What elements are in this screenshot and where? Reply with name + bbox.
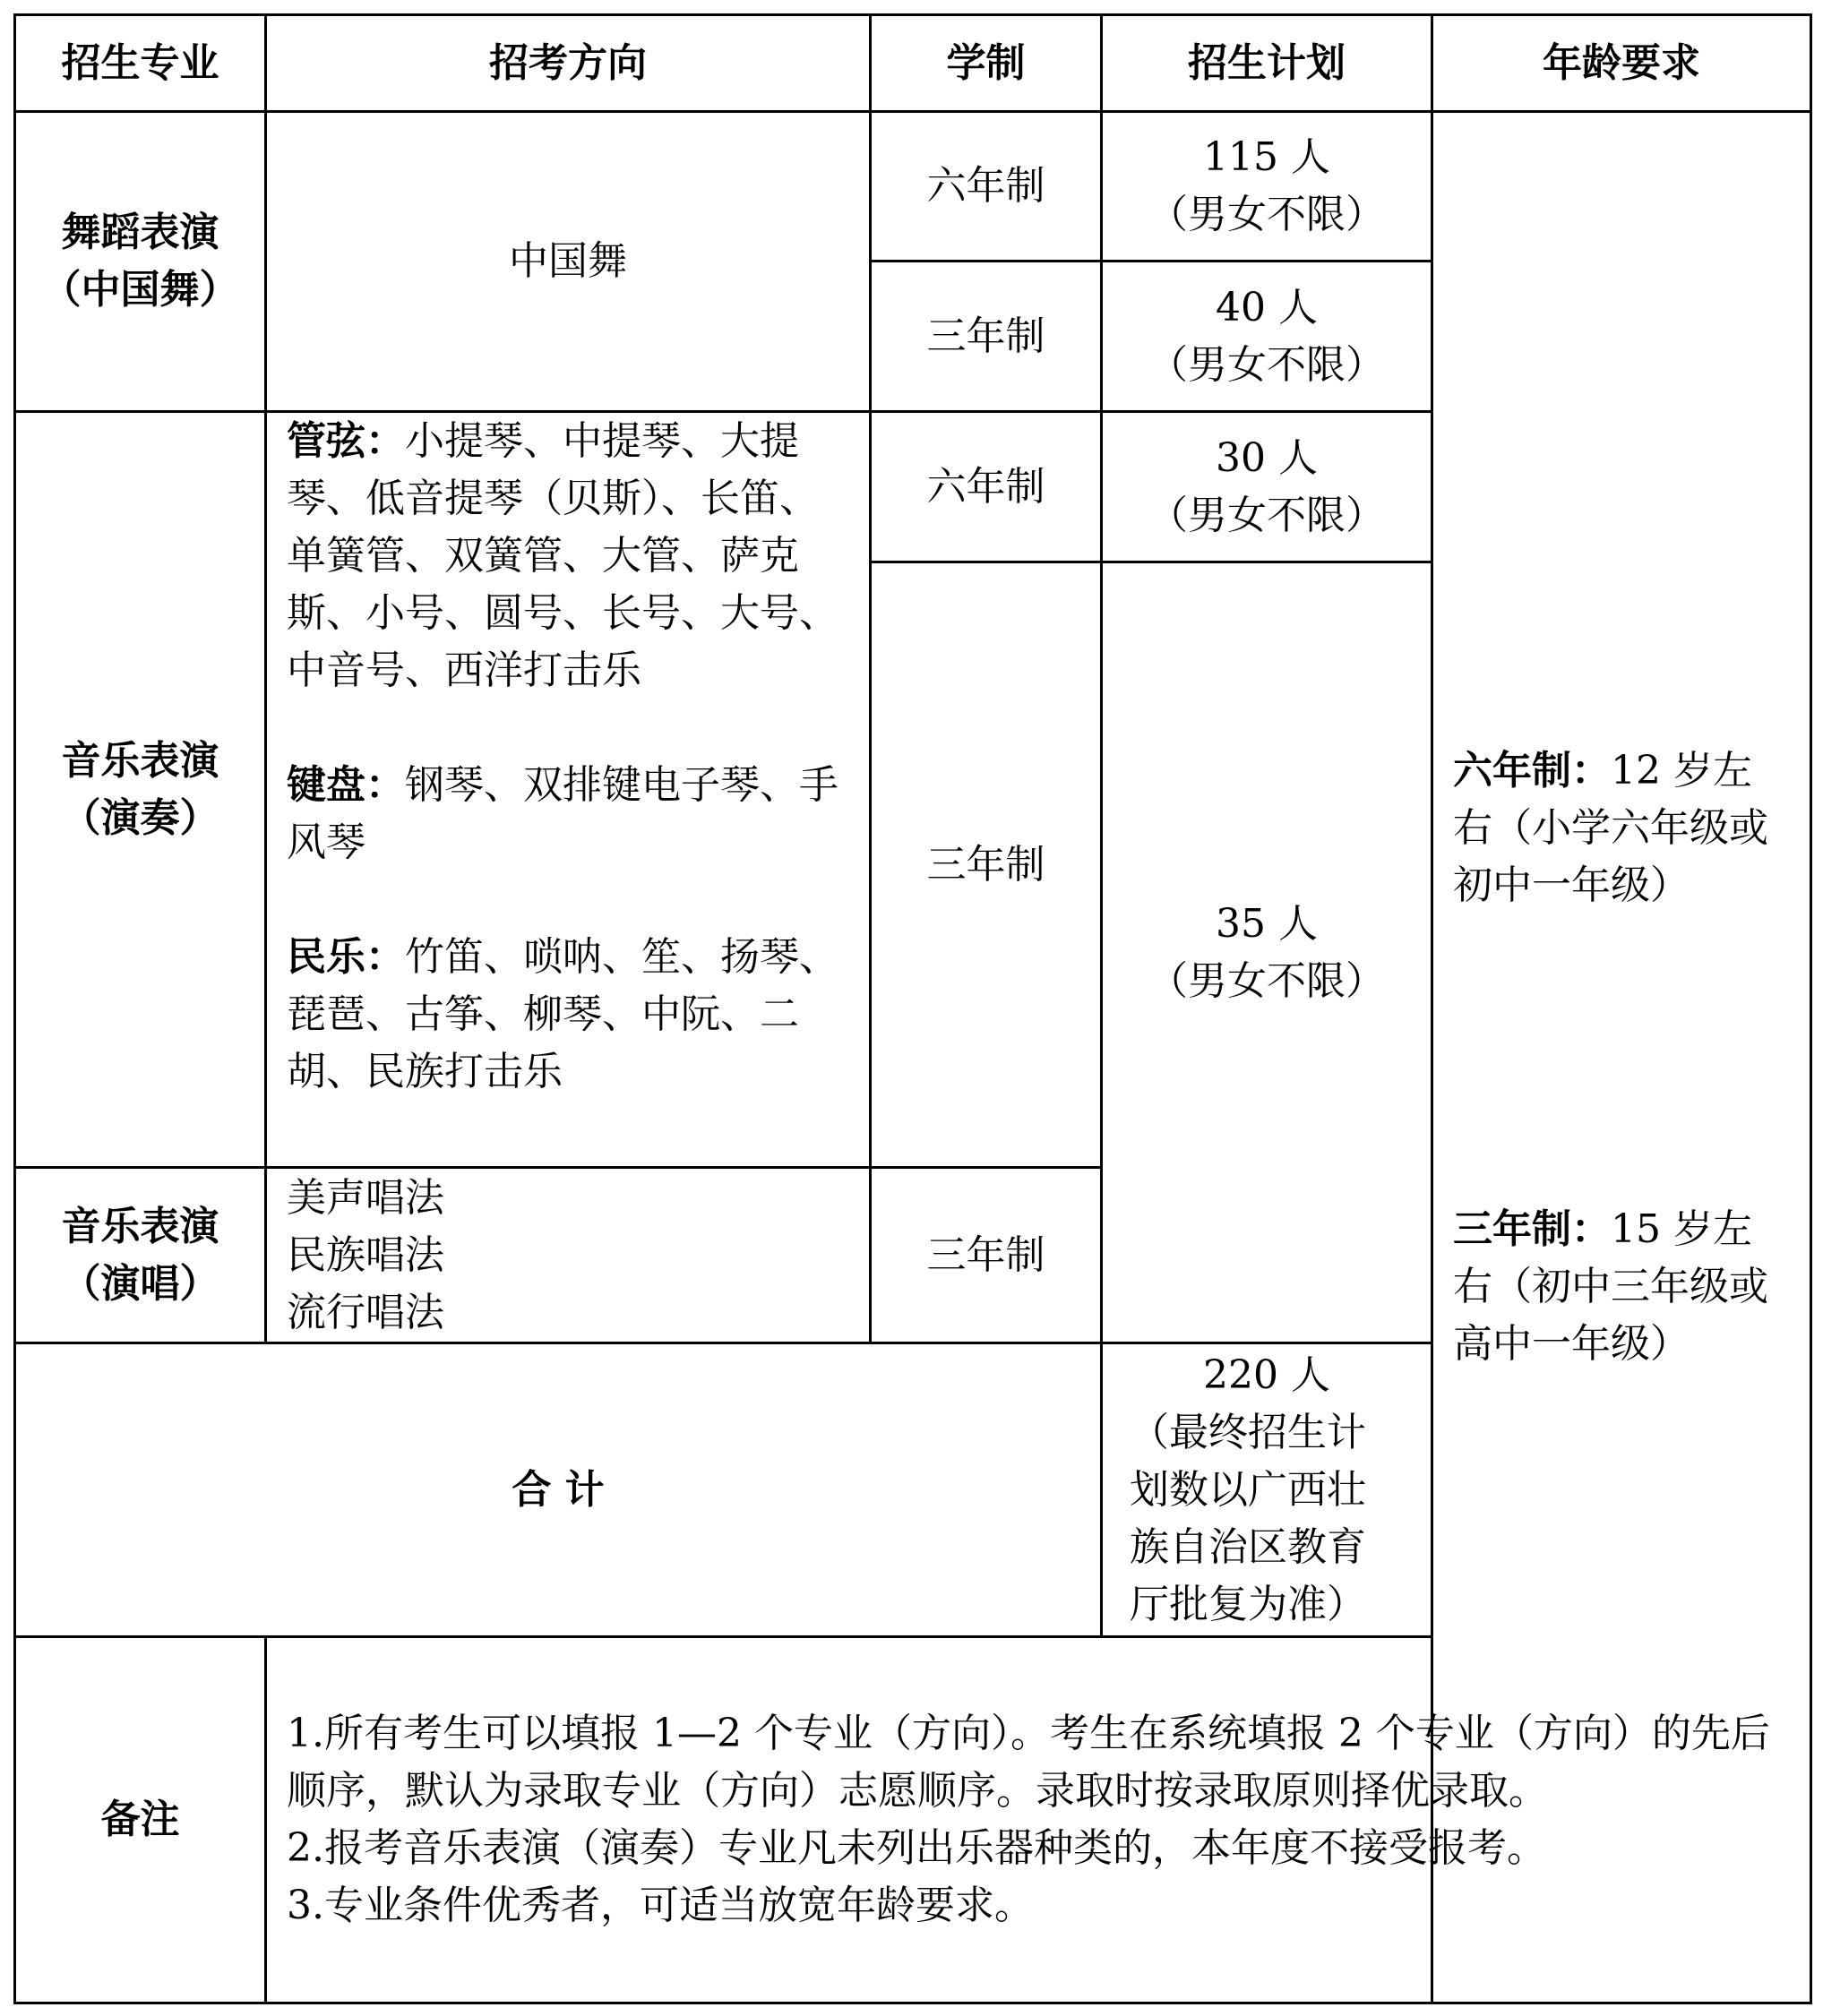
group-label: 民乐： xyxy=(287,934,405,980)
vocal-direction: 美声唱法 xyxy=(287,1174,444,1221)
header-plan: 招生计划 xyxy=(1102,15,1432,112)
duration-instrumental-six: 六年制 xyxy=(871,412,1102,562)
age-six-year-text: 12 岁左右（小学六年级或初中一年级） xyxy=(1453,747,1768,908)
duration-vocal: 三年制 xyxy=(871,1168,1102,1343)
header-major: 招生专业 xyxy=(15,15,266,112)
total-note: （最终招生计划数以广西壮族自治区教育厅批复为准） xyxy=(1130,1409,1366,1627)
total-plan xyxy=(1102,1343,1432,1637)
notes-content xyxy=(266,1637,1811,2003)
plan-dance-three xyxy=(1102,262,1432,412)
plan-count: 115 人 xyxy=(1203,134,1330,180)
group-label: 管弦： xyxy=(287,418,405,464)
age-three-year xyxy=(1453,1201,1790,1373)
group-items: 钢琴、双排键电子琴、手风琴 xyxy=(287,762,838,865)
plan-note: （男女不限） xyxy=(1148,341,1385,388)
total-count: 220 人 xyxy=(1203,1351,1330,1398)
duration-instrumental-three: 三年制 xyxy=(871,562,1102,1168)
direction-vocal xyxy=(266,1168,871,1343)
header-duration: 学制 xyxy=(871,15,1102,112)
header-direction: 招考方向 xyxy=(266,15,871,112)
spacer xyxy=(287,699,849,757)
plan-shared-three-year xyxy=(1102,562,1432,1343)
notes-row xyxy=(15,1637,1811,2003)
note-item: 1.所有考生可以填报 1—2 个专业（方向）。考生在系统填报 2 个专业（方向）的先后顺序，默认为录取专业（方向）志愿顺序。录取时按录取原则择优录取。 xyxy=(287,1711,1770,1814)
plan-count: 40 人 xyxy=(1216,284,1318,330)
plan-count: 35 人 xyxy=(1216,900,1318,947)
major-dance: 舞蹈表演（中国舞） xyxy=(15,112,266,412)
group-label: 键盘： xyxy=(287,762,405,808)
header-row xyxy=(15,15,1811,112)
age-six-year-label: 六年制： xyxy=(1453,747,1611,794)
age-three-year-text: 15 岁左右（初中三年级或高中一年级） xyxy=(1453,1205,1768,1367)
enrollment-plan-table xyxy=(13,13,1812,2004)
plan-count: 30 人 xyxy=(1216,434,1318,481)
plan-note: （男女不限） xyxy=(1148,492,1385,538)
note-item: 3.专业条件优秀者，可适当放宽年龄要求。 xyxy=(287,1883,1034,1928)
group-items: 竹笛、唢呐、笙、扬琴、琵琶、古筝、柳琴、中阮、二胡、民族打击乐 xyxy=(287,934,838,1094)
group-folk xyxy=(287,929,849,1101)
header-age: 年龄要求 xyxy=(1432,15,1811,112)
age-three-year-label: 三年制： xyxy=(1453,1205,1611,1252)
spacer xyxy=(287,871,849,929)
major-vocal: 音乐表演（演唱） xyxy=(15,1168,266,1343)
plan-dance-six xyxy=(1102,112,1432,262)
spacer xyxy=(1453,914,1790,1201)
notes-label: 备注 xyxy=(15,1637,266,2003)
table-row xyxy=(15,112,1811,262)
note-item: 2.报考音乐表演（演奏）专业凡未列出乐器种类的，本年度不接受报考。 xyxy=(287,1825,1546,1871)
plan-note: （男女不限） xyxy=(1148,957,1385,1004)
duration-dance-six: 六年制 xyxy=(871,112,1102,262)
vocal-direction: 流行唱法 xyxy=(287,1289,444,1335)
direction-dance: 中国舞 xyxy=(266,112,871,412)
total-label: 合 计 xyxy=(15,1343,1102,1637)
direction-instrumental xyxy=(266,412,871,1168)
plan-note: （男女不限） xyxy=(1148,192,1385,237)
vocal-direction: 民族唱法 xyxy=(287,1231,444,1278)
group-keyboard xyxy=(287,757,849,871)
major-instrumental: 音乐表演（演奏） xyxy=(15,412,266,1168)
plan-instrumental-six xyxy=(1102,412,1432,562)
group-items: 小提琴、中提琴、大提琴、低音提琴（贝斯）、长笛、单簧管、双簧管、大管、萨克斯、小号、圆号、长号、大号、中音号、西洋打击乐 xyxy=(287,418,838,693)
group-orchestral xyxy=(287,413,849,699)
duration-dance-three: 三年制 xyxy=(871,262,1102,412)
age-six-year xyxy=(1453,742,1790,914)
